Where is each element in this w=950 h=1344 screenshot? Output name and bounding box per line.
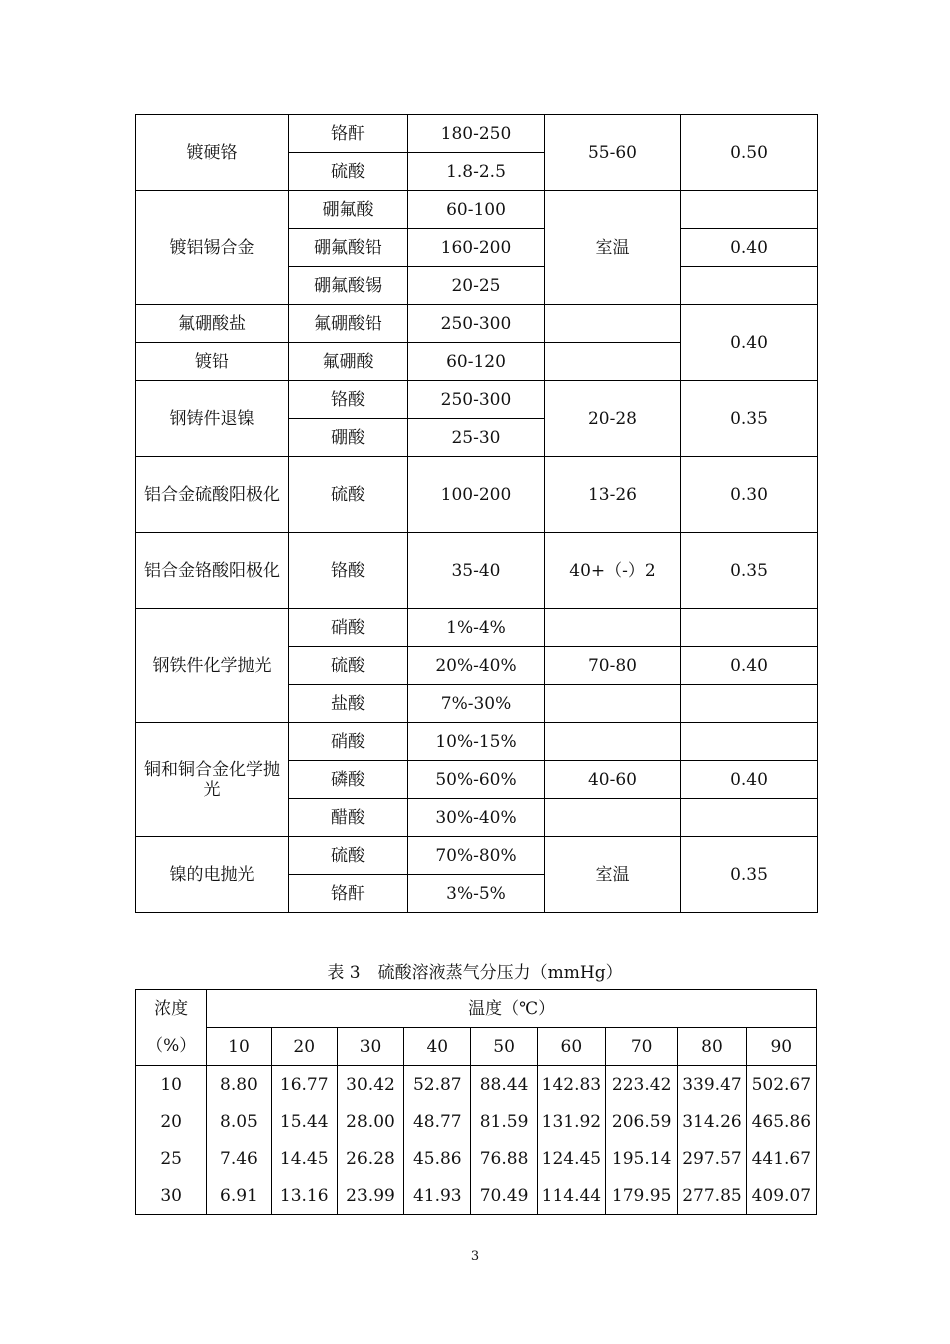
- concentration: 1.8-2.5: [408, 153, 545, 191]
- chemical-name: 硫酸: [289, 837, 408, 875]
- temperature: 55-60: [545, 115, 681, 191]
- empty-cell: [545, 799, 681, 837]
- table-row: [136, 837, 818, 875]
- pressure-cell: 13.16: [271, 1177, 337, 1215]
- pressure-cell: 8.80: [207, 1066, 271, 1104]
- temperature-cell: 10: [207, 1028, 271, 1066]
- process-name: 镍的电抛光: [136, 837, 289, 913]
- pressure-cell: 502.67: [746, 1066, 816, 1104]
- empty-cell: [681, 685, 818, 723]
- pressure-cell: 14.45: [271, 1140, 337, 1177]
- concentration: 60-100: [408, 191, 545, 229]
- value: 0.40: [681, 647, 818, 685]
- chemical-name: 硫酸: [289, 153, 408, 191]
- chemical-name: 磷酸: [289, 761, 408, 799]
- temperature-cell: 60: [537, 1028, 605, 1066]
- page-number: 3: [470, 1249, 480, 1264]
- process-name: 镀铝锡合金: [136, 191, 289, 305]
- chemical-name: 铬酐: [289, 875, 408, 913]
- pressure-cell: 45.86: [404, 1140, 471, 1177]
- pressure-cell: 297.57: [678, 1140, 746, 1177]
- concentration: 30%-40%: [408, 799, 545, 837]
- table-row: [136, 1177, 817, 1215]
- empty-cell: [681, 799, 818, 837]
- temperature-cell: 30: [337, 1028, 403, 1066]
- temperature-cell: 50: [471, 1028, 537, 1066]
- process-name: 钢铸件退镍: [136, 381, 289, 457]
- pressure-cell: 223.42: [606, 1066, 678, 1104]
- pressure-cell: 52.87: [404, 1066, 471, 1104]
- temperature: 室温: [545, 837, 681, 913]
- value: 0.40: [681, 761, 818, 799]
- concentration: 3%-5%: [408, 875, 545, 913]
- chemical-name: 硼酸: [289, 419, 408, 457]
- empty-cell: [681, 191, 818, 229]
- temperature-cell: 70: [606, 1028, 678, 1066]
- empty-cell: [681, 723, 818, 761]
- concentration: 250-300: [408, 305, 545, 343]
- pressure-cell: 277.85: [678, 1177, 746, 1215]
- concentration-cell: 10: [136, 1066, 207, 1104]
- pressure-cell: 409.07: [746, 1177, 816, 1215]
- temperature: 70-80: [545, 647, 681, 685]
- concentration: 180-250: [408, 115, 545, 153]
- table-row: [136, 381, 818, 419]
- chemical-name: 硼氟酸锡: [289, 267, 408, 305]
- chemical-name: 醋酸: [289, 799, 408, 837]
- table-row: [136, 1103, 817, 1140]
- concentration: 20-25: [408, 267, 545, 305]
- process-name: 镀硬铬: [136, 115, 289, 191]
- table-row: [136, 457, 818, 533]
- concentration: 7%-30%: [408, 685, 545, 723]
- concentration: 10%-15%: [408, 723, 545, 761]
- pressure-cell: 314.26: [678, 1103, 746, 1140]
- chemical-name: 硫酸: [289, 457, 408, 533]
- concentration: 35-40: [408, 533, 545, 609]
- pressure-cell: 441.67: [746, 1140, 816, 1177]
- concentration-cell: 30: [136, 1177, 207, 1215]
- pressure-cell: 30.42: [337, 1066, 403, 1104]
- pressure-cell: 6.91: [207, 1177, 271, 1215]
- concentration: 160-200: [408, 229, 545, 267]
- process-name: 钢铁件化学抛光: [136, 609, 289, 723]
- table-row: [136, 1140, 817, 1177]
- temperature-header: 温度（℃）: [207, 990, 817, 1028]
- chemical-name: 硼氟酸铅: [289, 229, 408, 267]
- chemical-name: 硝酸: [289, 723, 408, 761]
- temperature: [545, 343, 681, 381]
- header-row: [136, 990, 817, 1028]
- table-row: [136, 305, 818, 343]
- process-name: 铝合金硫酸阳极化: [136, 457, 289, 533]
- process-name: 铜和铜合金化学抛光: [136, 723, 289, 837]
- value: 0.35: [681, 533, 818, 609]
- table-body: [136, 1066, 817, 1215]
- concentration: 20%-40%: [408, 647, 545, 685]
- empty-cell: [681, 267, 818, 305]
- table-row: [136, 191, 818, 229]
- pressure-cell: 195.14: [606, 1140, 678, 1177]
- temperature: 40-60: [545, 761, 681, 799]
- pressure-cell: 124.45: [537, 1140, 605, 1177]
- table-row: [136, 115, 818, 153]
- pressure-cell: 142.83: [537, 1066, 605, 1104]
- pressure-cell: 339.47: [678, 1066, 746, 1104]
- pressure-cell: 41.93: [404, 1177, 471, 1215]
- concentration-unit: （%）: [136, 1028, 207, 1066]
- concentration: 50%-60%: [408, 761, 545, 799]
- pressure-cell: 48.77: [404, 1103, 471, 1140]
- chemical-name: 氟硼酸铅: [289, 305, 408, 343]
- chemical-name: 铬酸: [289, 381, 408, 419]
- process-name: 铝合金铬酸阳极化: [136, 533, 289, 609]
- temperature: 20-28: [545, 381, 681, 457]
- table-row: [136, 609, 818, 647]
- pressure-cell: 15.44: [271, 1103, 337, 1140]
- chemical-name: 铬酐: [289, 115, 408, 153]
- empty-cell: [545, 723, 681, 761]
- temperature-cell: 40: [404, 1028, 471, 1066]
- concentration: 1%-4%: [408, 609, 545, 647]
- empty-cell: [545, 609, 681, 647]
- pressure-cell: 465.86: [746, 1103, 816, 1140]
- pressure-cell: 23.99: [337, 1177, 403, 1215]
- concentration: 60-120: [408, 343, 545, 381]
- pressure-cell: 76.88: [471, 1140, 537, 1177]
- concentration-cell: 20: [136, 1103, 207, 1140]
- plating-conditions-table: [135, 114, 818, 913]
- pressure-cell: 131.92: [537, 1103, 605, 1140]
- pressure-cell: 88.44: [471, 1066, 537, 1104]
- temperature: 室温: [545, 191, 681, 305]
- temperature: 40+（-）2: [545, 533, 681, 609]
- temperature-cell: 20: [271, 1028, 337, 1066]
- pressure-cell: 114.44: [537, 1177, 605, 1215]
- temperature: [545, 305, 681, 343]
- pressure-cell: 206.59: [606, 1103, 678, 1140]
- temperature: 13-26: [545, 457, 681, 533]
- header-row: [136, 1028, 817, 1066]
- concentration-header: 浓度: [136, 990, 207, 1028]
- temperature-cell: 90: [746, 1028, 816, 1066]
- concentration: 70%-80%: [408, 837, 545, 875]
- table-row: [136, 1066, 817, 1104]
- pressure-cell: 28.00: [337, 1103, 403, 1140]
- vapor-pressure-table: [135, 989, 817, 1215]
- chemical-name: 氟硼酸: [289, 343, 408, 381]
- temperature-cell: 80: [678, 1028, 746, 1066]
- value: 0.30: [681, 457, 818, 533]
- chemical-name: 硼氟酸: [289, 191, 408, 229]
- pressure-cell: 16.77: [271, 1066, 337, 1104]
- pressure-cell: 81.59: [471, 1103, 537, 1140]
- value: 0.35: [681, 381, 818, 457]
- value: 0.50: [681, 115, 818, 191]
- value: 0.40: [681, 305, 818, 381]
- value: 0.40: [681, 229, 818, 267]
- table-caption: 表 3 硫酸溶液蒸气分压力（mmHg）: [327, 963, 623, 983]
- chemical-name: 硫酸: [289, 647, 408, 685]
- chemical-name: 硝酸: [289, 609, 408, 647]
- pressure-cell: 26.28: [337, 1140, 403, 1177]
- pressure-cell: 179.95: [606, 1177, 678, 1215]
- concentration: 25-30: [408, 419, 545, 457]
- process-name: 镀铅: [136, 343, 289, 381]
- empty-cell: [681, 609, 818, 647]
- pressure-cell: 8.05: [207, 1103, 271, 1140]
- concentration: 250-300: [408, 381, 545, 419]
- process-name: 氟硼酸盐: [136, 305, 289, 343]
- table-row: [136, 533, 818, 609]
- pressure-cell: 7.46: [207, 1140, 271, 1177]
- concentration-cell: 25: [136, 1140, 207, 1177]
- empty-cell: [545, 685, 681, 723]
- chemical-name: 盐酸: [289, 685, 408, 723]
- value: 0.35: [681, 837, 818, 913]
- pressure-cell: 70.49: [471, 1177, 537, 1215]
- concentration: 100-200: [408, 457, 545, 533]
- chemical-name: 铬酸: [289, 533, 408, 609]
- table-row: [136, 723, 818, 761]
